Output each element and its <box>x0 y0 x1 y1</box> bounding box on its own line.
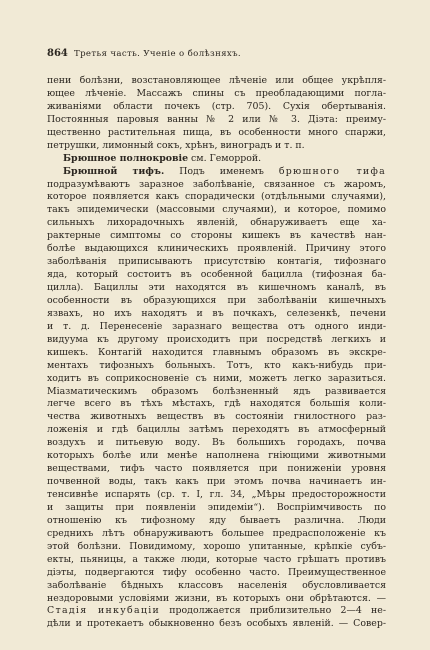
spaced-term: Стадія инкубаціи <box>47 605 161 617</box>
text-line: тенсивнѣе испарять (ср. т. I, гл. 34, „Мѣры предосторожности <box>47 489 386 500</box>
intro-paragraph <box>47 75 386 153</box>
text-line: Міазматическимъ образомъ болѣзненный ядъ развивается <box>47 385 386 397</box>
text-line: особенности въ образующихся при заболѣваніи кишечныхъ <box>47 294 386 306</box>
text-line: и защиты при появленіи эпидеміи“). Воспріимчивость по <box>47 501 386 513</box>
entry-text: Подъ именемъ <box>164 165 279 177</box>
page-number: 864 <box>47 48 68 59</box>
final-line: дѣли и протекаетъ обыкновенно безъ особыхъ явленій. — Совер- <box>47 618 386 630</box>
text-line: цилла). Бациллы эти находятся въ кишечномъ каналѣ, въ <box>47 282 386 293</box>
typhus-paragraph <box>47 179 386 606</box>
text-line: кишекъ. Контагій находится главнымъ образомъ въ экскре- <box>47 346 386 358</box>
text-line: діэты, подвергаются тифу особенно часто. Преимущественное <box>47 566 386 578</box>
entry-bruschnoe <box>47 153 386 166</box>
text-line: Постоянныя паровыя ванны № 2 или № 3. Діэта: преиму- <box>47 113 386 125</box>
text-line: чества животныхъ веществъ въ состояніи гнилостного раз- <box>47 411 386 423</box>
text-line: среднихъ лѣтъ обнаруживаютъ большее предрасположеніе къ <box>47 527 386 539</box>
text-line: отношенію къ тифозному яду бываетъ различна. Люди <box>47 514 386 526</box>
entry-text: продолжается приблизительно 2—4 не- <box>160 605 386 617</box>
text-line: легче всего въ тѣхъ мѣстахъ, гдѣ находятся большія коли- <box>47 398 386 410</box>
body-text <box>47 75 386 631</box>
text-line: которыхъ болѣе или менѣе наполнена гніющими животными <box>47 450 386 462</box>
text-line: видуума къ другому происходитъ при посредствѣ легкихъ и <box>47 333 386 345</box>
text-line: заболѣваніе бѣдныхъ классовъ населенія обусловливается <box>47 579 386 591</box>
entry-typhus-heading <box>47 166 386 179</box>
text-line: живаніями области почекъ (стр. 705). Сухія обертыванія. <box>47 100 386 112</box>
running-title: Третья часть. Ученіе о болѣзняхъ. <box>74 49 242 59</box>
text-line: ментахъ тифозныхъ больныхъ. Тотъ, кто какъ-нибудь при- <box>47 359 386 371</box>
text-line: воздухъ и питьевую воду. Въ большихъ городахъ, почва <box>47 437 386 449</box>
text-line: почвенной воды, такъ какъ при этомъ почва начинаетъ ин- <box>47 476 386 488</box>
text-line: подразумѣваютъ заразное заболѣваніе, связанное съ жаромъ, <box>47 178 386 190</box>
text-line: щественно растительная пища, въ особенности много спаржи, <box>47 126 386 138</box>
spaced-term: брюшного тифа <box>278 165 386 177</box>
incubation-line <box>47 605 386 618</box>
text-line: язвахъ, но ихъ находятъ и въ почкахъ, селезенкѣ, печени <box>47 307 386 319</box>
text-line: петрушки, лимонный сокъ, хрѣнъ, виноградъ и т. п. <box>47 139 305 151</box>
text-line: нездоровыми условіями жизни, въ которыхъ они обрѣтаются. — <box>47 592 386 604</box>
text-line: ложенія и гдѣ бациллы затѣмъ переходятъ въ атмосферный <box>47 424 386 436</box>
text-line: рактерные симптомы со стороны кишекъ въ качествѣ нан- <box>47 230 386 242</box>
text-line: болѣе выдающихся клиническихъ проявленій. Причину этого <box>47 243 386 255</box>
text-line: яда, который состоитъ въ особенной бацилла (тифозная ба- <box>47 269 386 281</box>
text-line: пени болѣзни, возстановляющее лѣченіе или общее укрѣпля- <box>47 75 386 86</box>
text-line: ющее лѣченіе. Массажъ спины съ преобладающими погла- <box>47 87 386 99</box>
text-line: которое появляется какъ спорадически (отдѣльными случаями), <box>47 191 386 203</box>
text-line: екты, пьяницы, а также люди, которые часто грѣшатъ противъ <box>47 553 386 565</box>
text-line: ходитъ въ соприкосновеніе съ ними, можетъ легко заразиться. <box>47 372 386 384</box>
entry-term: Брюшной тифъ. <box>63 165 165 177</box>
text-line: сильныхъ лихорадочныхъ явленій, обнаруживаетъ еще ха- <box>47 217 386 229</box>
entry-reference: см. Геморрой. <box>188 152 262 164</box>
text-line: такъ эпидемически (массовыми случаями), и которое, помимо <box>47 204 386 216</box>
text-line: веществами, тифъ часто появляется при пониженіи уровня <box>47 463 386 475</box>
text-line: этой болѣзни. Повидимому, хорошо упитанные, крѣпкіе субъ- <box>47 540 386 552</box>
page-header <box>47 48 387 62</box>
text-line: заболѣванія приписываютъ присутствію контагія, тифознаго <box>47 256 386 268</box>
entry-term: Брюшное полнокровіе <box>63 152 189 164</box>
text-line: и т. д. Перенесеніе заразнаго вещества отъ одного инди- <box>47 320 386 332</box>
